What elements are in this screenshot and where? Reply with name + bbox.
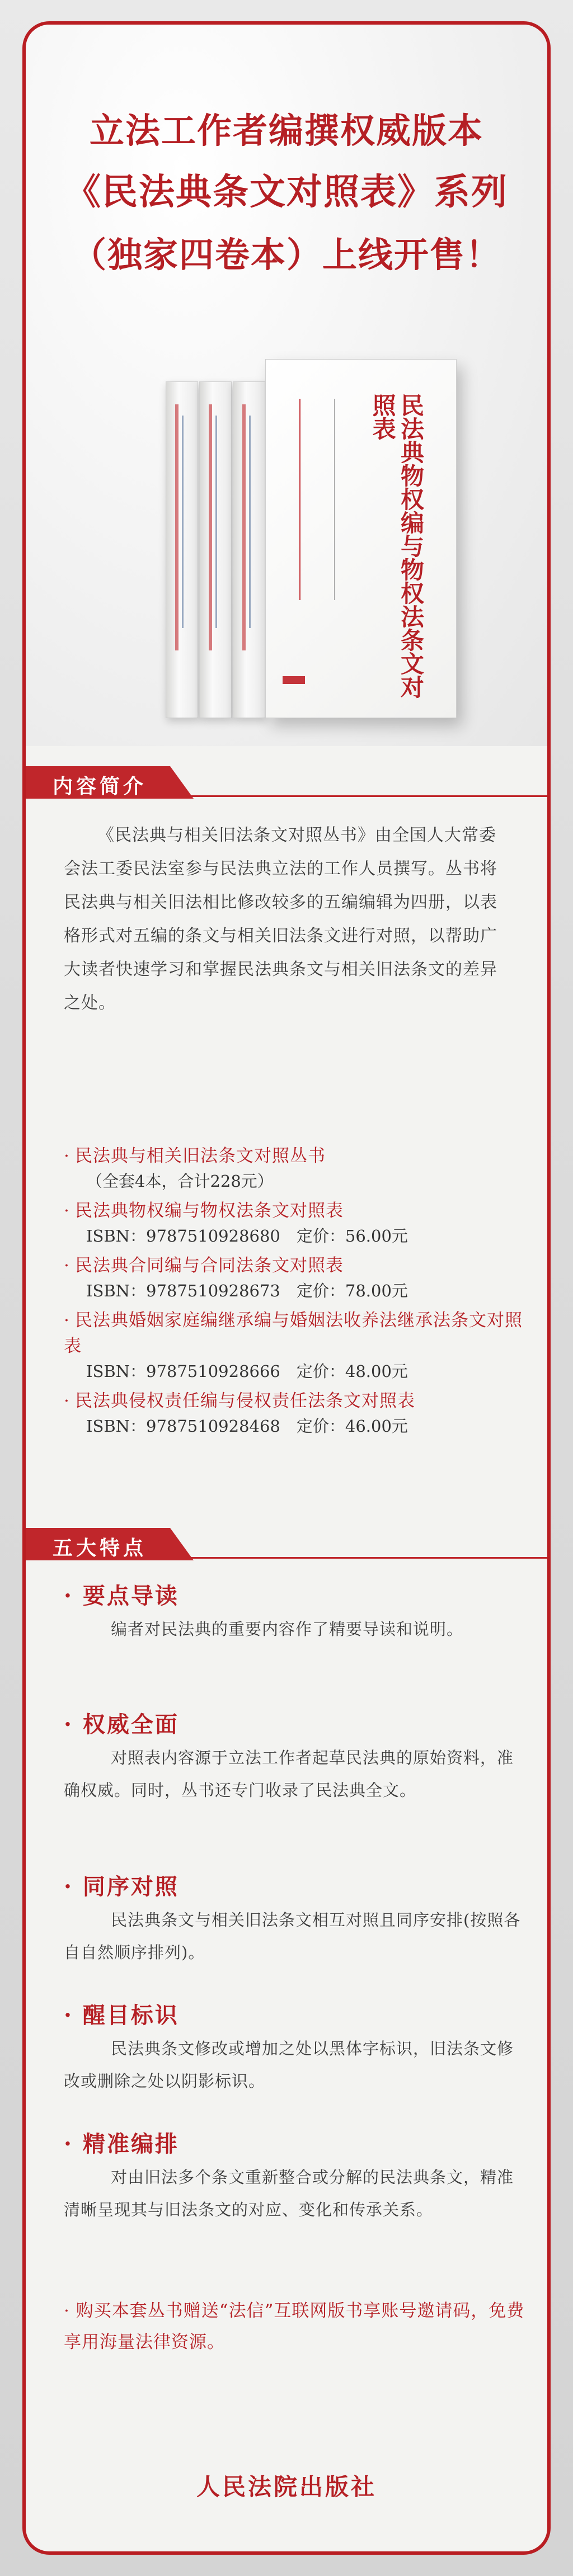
- book-detail: ISBN：9787510928680 定价：56.00元: [86, 1226, 408, 1245]
- promo-text: · 购买本套丛书赠送“法信”互联网版书享账号邀请码，免费享用海量法律资源。: [64, 2301, 525, 2352]
- features-section-header: [26, 1528, 547, 1564]
- book-name: 民法典侵权责任编与侵权责任法条文对照表: [75, 1391, 415, 1411]
- headline-line-3: （独家四卷本）上线开售！: [71, 234, 501, 275]
- book-spine: [233, 381, 265, 718]
- promo-content: 购买本套丛书赠送“法信”互联网版书享账号邀请码，免费享用海量法律资源。: [64, 2301, 525, 2352]
- intro-paragraph: 《民法典与相关旧法条文对照丛书》由全国人大常委会法工委民法室参与民法典立法的工作人员撰写。丛书将民法典与相关旧法相比修改较多的五编编辑为四册，以表格形式对五编的条文与相关旧法条文进行对照，以帮助广大读者快速学习和掌握民法典条文与相关旧法条文的差异之处。: [64, 825, 497, 1013]
- feature-body: 对由旧法多个条文重新整合或分解的民法典条文，精准清晰呈现其与旧法条文的对应、变化和传承关系。: [64, 2168, 514, 2219]
- intro-heading: 内容简介: [53, 775, 147, 798]
- headline-line-1: 立法工作者编撰权威版本: [89, 110, 483, 151]
- publisher-name: 人民法院出版社: [196, 2473, 377, 2500]
- feature-title: 同序对照: [82, 1874, 179, 1900]
- features-heading: 五大特点: [53, 1537, 147, 1560]
- page-frame: [22, 21, 551, 2555]
- feature-body: 对照表内容源于立法工作者起草民法典的原始资料，准确权威。同时，丛书还专门收录了民法典全文。: [64, 1748, 514, 1800]
- feature-body: 编者对民法典的重要内容作了精要导读和说明。: [111, 1620, 464, 1639]
- book-name: 民法典婚姻家庭编继承编与婚姻法收养法继承法条文对照表: [64, 1310, 523, 1356]
- book-spine: [166, 381, 198, 718]
- intro-section-header: [26, 766, 547, 802]
- book-list: [64, 1143, 539, 1443]
- hero-banner: [26, 25, 547, 746]
- book-detail: ISBN：9787510928673 定价：78.00元: [86, 1281, 408, 1300]
- list-item: · 民法典合同编与合同法条文对照表 ISBN：9787510928673 定价：78.00元: [64, 1253, 539, 1303]
- feature-body: 民法典条文修改或增加之处以黑体字标识，旧法条文修改或删除之处以阴影标识。: [64, 2039, 514, 2091]
- list-item: · 民法典物权编与物权法条文对照表 ISBN：9787510928680 定价：56.00元: [64, 1198, 539, 1248]
- book-cover: [265, 359, 457, 718]
- book-set-image: [143, 338, 457, 718]
- feature-item: · 要点导读 编者对民法典的重要内容作了精要导读和说明。: [64, 1579, 528, 1645]
- book-name: 民法典合同编与合同法条文对照表: [75, 1256, 344, 1276]
- feature-title: 要点导读: [82, 1583, 179, 1609]
- feature-item: · 精准编排 对由旧法多个条文重新整合或分解的民法典条文，精准清晰呈现其与旧法条文的对应、变化和传承关系。: [64, 2127, 528, 2226]
- list-item: · 民法典与相关旧法条文对照丛书 （全套4本，合计228元）: [64, 1143, 539, 1193]
- list-item: · 民法典婚姻家庭编继承编与婚姻法收养法继承法条文对照表 ISBN：9787510928666 定价：48.00元: [64, 1308, 539, 1384]
- feature-body: 民法典条文与相关旧法条文相互对照且同序安排(按照各自自然顺序排列)。: [64, 1910, 521, 1962]
- feature-item: · 醒目标识 民法典条文修改或增加之处以黑体字标识，旧法条文修改或删除之处以阴影标识。: [64, 1999, 528, 2097]
- book-cover-title: 民法典物权编与物权法条文对照表: [369, 393, 425, 699]
- book-detail: （全套4本，合计228元）: [86, 1172, 274, 1191]
- list-item: · 民法典侵权责任编与侵权责任法条文对照表 ISBN：9787510928468 定价：46.00元: [64, 1388, 539, 1438]
- book-name: 民法典物权编与物权法条文对照表: [75, 1201, 344, 1221]
- headline-line-2: 《民法典条文对照表》系列: [65, 171, 508, 213]
- feature-item: · 同序对照 民法典条文与相关旧法条文相互对照且同序安排(按照各自自然顺序排列)。: [64, 1870, 528, 1969]
- book-spine: [199, 381, 232, 718]
- book-detail: ISBN：9787510928666 定价：48.00元: [86, 1362, 408, 1381]
- feature-title: 醒目标识: [82, 2002, 179, 2028]
- book-detail: ISBN：9787510928468 定价：46.00元: [86, 1417, 408, 1436]
- feature-title: 精准编排: [82, 2131, 179, 2157]
- feature-item: · 权威全面 对照表内容源于立法工作者起草民法典的原始资料，准确权威。同时，丛书还专门收录了民法典全文。: [64, 1708, 528, 1806]
- feature-title: 权威全面: [82, 1711, 179, 1738]
- book-name: 民法典与相关旧法条文对照丛书: [75, 1146, 326, 1166]
